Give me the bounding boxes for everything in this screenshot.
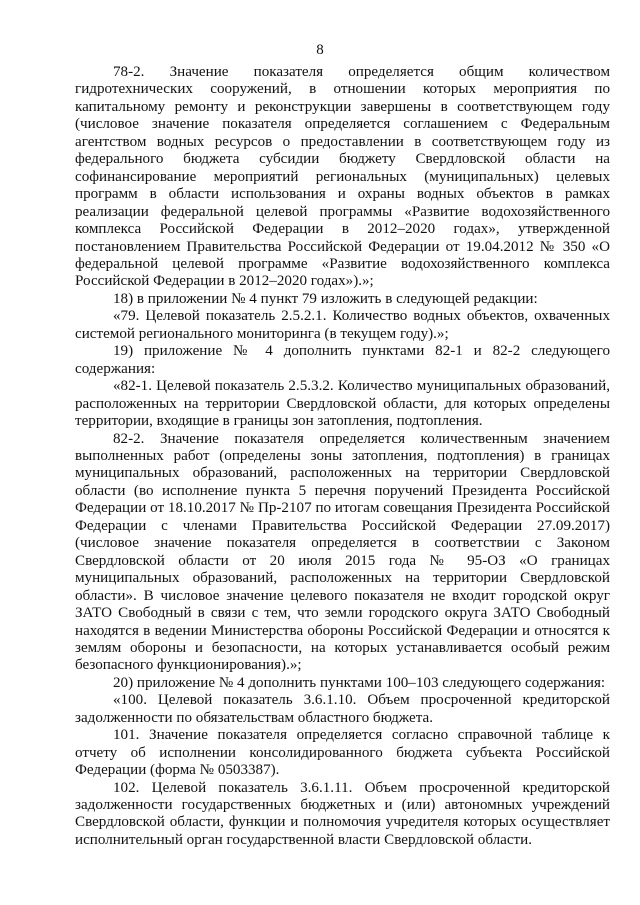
paragraph-79: «79. Целевой показатель 2.5.2.1. Количество водных объектов, охваченных системой регионального мониторинга (в текущем году).»; xyxy=(75,308,610,342)
paragraph-100: «100. Целевой показатель 3.6.1.10. Объем просроченной кредиторской задолженности по обязательствам областного бюджета. xyxy=(75,692,610,726)
paragraph-item-18: 18) в приложении № 4 пункт 79 изложить в следующей редакции: xyxy=(113,290,538,307)
document-body xyxy=(75,64,610,849)
page-number: 8 xyxy=(316,42,324,58)
paragraph-102: 102. Целевой показатель 3.6.1.11. Объем просроченной кредиторской задолженности государственных бюджетных и (или) автономных учреждений Свердловской области, функции и полномочия учредителя которых осуществляет исполнительный орган государственной власти Свердловской области. xyxy=(75,779,610,848)
paragraph-item-20: 20) приложение № 4 дополнить пунктами 100–103 следующего содержания: xyxy=(113,674,606,691)
paragraph-item-19: 19) приложение № 4 дополнить пунктами 82-1 и 82-2 следующего содержания: xyxy=(75,343,610,377)
paragraph-82-1: «82-1. Целевой показатель 2.5.3.2. Количество муниципальных образований, расположенных на территории Свердловской области, для которых определены территории, входящие в границы зон затопления, подтопления. xyxy=(75,378,610,430)
paragraph-101: 101. Значение показателя определяется согласно справочной таблице к отчету об исполнении консолидированного бюджета субъекта Российской Федерации (форма № 0503387). xyxy=(75,727,610,779)
paragraph-82-2: 82-2. Значение показателя определяется количественным значением выполненных работ (определены зоны затопления, подтопления) в границах муниципальных образований, расположенных на территории Свердловской области (во исполнение пункта 5 перечня поручений Президента Российской Федерации от 18.10.2017 № Пр-2107 по итогам совещания Президента Российской Федерации с членами Правительства Российской Федерации 27.09.2017) (числовое значение показателя определяется в соответствии с Законом Свердловской области от 20 июля 2015 года № 95-ОЗ «О границах муниципальных образований, расположенных на территории Свердловской области». В числовое значение целевого показателя не входит городской округ ЗАТО Свободный в связи с тем, что земли городского округа ЗАТО Свободный находятся в ведении Министерства обороны Российской Федерации и относятся к землям обороны и безопасности, на которых устанавливается особый режим безопасного функционирования).»; xyxy=(75,430,610,674)
paragraph-78-2: 78-2. Значение показателя определяется общим количеством гидротехнических сооружений, в отношении которых мероприятия по капитальному ремонту и реконструкции завершены в соответствующем году (числовое значение показателя определяется соглашением с Федеральным агентством водных ресурсов о предоставлении в соответствующем году из федерального бюджета субсидии бюджету Свердловской области на софинансирование мероприятий региональных (муниципальных) целевых программ в области использования и охраны водных объектов в рамках реализации федеральной целевой программы «Развитие водохозяйственного комплекса Российской Федерации в 2012–2020 годах», утвержденной постановлением Правительства Российской Федерации от 19.04.2012 № 350 «О федеральной целевой программе «Развитие водохозяйственного комплекса Российской Федерации в 2012–2020 годах»).»; xyxy=(75,64,610,290)
